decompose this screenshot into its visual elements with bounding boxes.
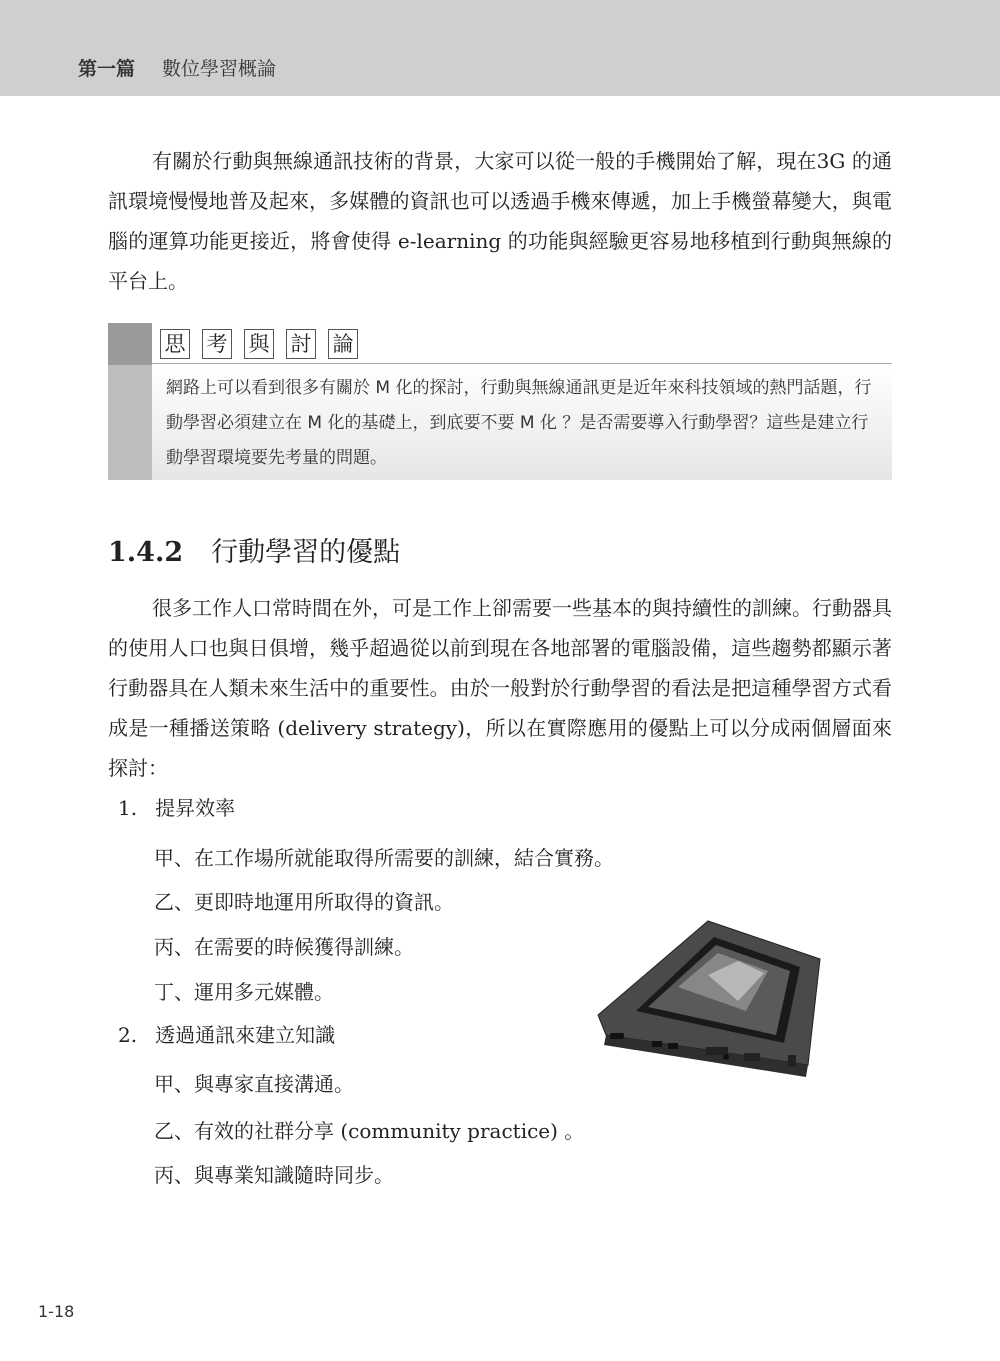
discussion-text: 網路上可以看到很多有關於 M 化的探討，行動與無線通訊更是近年來科技領域的熱門話題，行動學習必須建立在 M 化的基礎上，到底要不要 M 化 ？是否需要導入行動學習？這些是建立行動學習環境要先考量的問題。: [166, 378, 872, 468]
chapter-title: 數位學習概論: [162, 58, 277, 80]
list-label: 提昇效率: [155, 796, 236, 820]
sub-item: 丙、在需要的時候獲得訓練。: [154, 935, 414, 959]
list-label: 透過通訊來建立知識: [155, 1023, 336, 1047]
sub-item: 甲、在工作場所就能取得所需要的訓練，結合實務。: [154, 846, 614, 870]
discussion-body: [152, 365, 892, 480]
sub-item: 丙、與專業知識隨時同步。: [154, 1163, 394, 1187]
discussion-title-row: [152, 323, 892, 365]
discussion-title-char: 與: [244, 329, 274, 359]
list-item: [118, 1020, 335, 1050]
discussion-sidebar-top: [108, 323, 152, 365]
sub-item: 丁、運用多元媒體。: [154, 980, 334, 1004]
discussion-title-char: 思: [160, 329, 190, 359]
list-number: 1.: [118, 796, 138, 820]
discussion-divider: [152, 363, 892, 364]
list-item: [118, 793, 235, 823]
sub-item: 乙、有效的社群分享 (community practice) 。: [154, 1119, 585, 1143]
section-number: 1.4.2: [108, 537, 184, 568]
discussion-sidebar-bottom: [108, 365, 152, 480]
sub-item: 甲、與專家直接溝通。: [154, 1072, 354, 1096]
section-paragraph: 很多工作人口常時間在外，可是工作上卻需要一些基本的與持續性的訓練。行動器具的使用人口也與日俱增，幾乎超過從以前到現在各地部署的電腦設備，這些趨勢都顯示著行動器具在人類未來生活中的重要性。由於一般對於行動學習的看法是把這種學習方式看成是一種播送策略 (delivery strategy)，所以在實際應用的優點上可以分成兩個層面來探討：: [108, 596, 892, 780]
tablet-computer-image: [588, 915, 828, 1085]
list-number: 2.: [118, 1023, 138, 1047]
discussion-box: [108, 323, 892, 480]
chapter-label: 第一篇: [78, 58, 136, 80]
sub-item: 乙、更即時地運用所取得的資訊。: [154, 890, 454, 914]
header-bar: [0, 0, 1000, 96]
discussion-title-char: 討: [286, 329, 316, 359]
discussion-title-char: 論: [328, 329, 358, 359]
page-number: 1-18: [38, 1302, 75, 1321]
discussion-title-char: 考: [202, 329, 232, 359]
intro-paragraph: 有關於行動與無線通訊技術的背景，大家可以從一般的手機開始了解，現在3G 的通訊環境慢慢地普及起來，多媒體的資訊也可以透過手機來傳遞，加上手機螢幕變大，與電腦的運算功能更接近，將會使得 e-learning 的功能與經驗更容易地移植到行動與無線的平台上。: [108, 149, 892, 293]
section-heading: [108, 530, 400, 569]
section-title: 行動學習的優點: [211, 537, 401, 568]
